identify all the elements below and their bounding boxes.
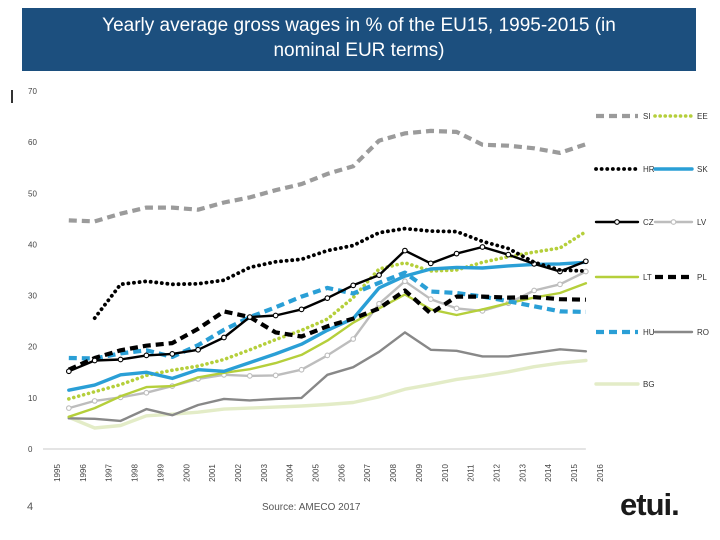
y-axis [28,87,37,454]
series-point-cz [196,347,201,352]
y-tick-label: 50 [28,189,37,199]
chart-title-line-1: Yearly average gross wages in % of the EU15, 1995-2015 (in [102,15,616,36]
x-tick-label: 1996 [78,464,88,482]
x-tick-label: 2010 [440,464,450,482]
legend-label-si: SI [643,112,651,121]
legend-label-ee: EE [697,112,708,121]
y-tick-label: 30 [28,291,37,301]
legend-label-lv: LV [697,218,707,227]
series-point-cz [67,369,72,374]
legend-label-hr: HR [643,165,655,174]
series-point-cz [377,273,382,278]
slide-number: 4 [27,501,34,513]
legend-marker-lv [671,220,676,225]
y-tick-label: 70 [28,87,37,96]
series-point-lv [248,374,253,379]
legend-label-sk: SK [697,165,708,174]
x-tick-label: 2003 [259,464,269,482]
source-note: Source: AMECO 2017 [262,502,361,513]
series-point-lv [377,301,382,306]
series-point-lv [454,306,459,311]
series-line-si [69,131,586,222]
x-tick-label: 2002 [233,464,243,482]
x-tick-label: 1998 [130,464,140,482]
series-point-cz [351,283,356,288]
legend-marker-cz [615,220,620,225]
legend-label-lt: LT [643,273,652,282]
legend-label-ro: RO [697,328,709,337]
legend-label-bg: BG [643,380,655,389]
series-line-hr [95,229,586,319]
legend-label-pl: PL [697,273,707,282]
x-tick-label: 2000 [182,464,192,482]
y-tick-label: 40 [28,240,37,250]
series-point-cz [222,335,227,340]
series-point-cz [299,307,304,312]
x-tick-label: 2016 [595,464,605,482]
series-point-cz [428,261,433,266]
legend-label-hu: HU [643,328,655,337]
series-point-cz [92,358,97,363]
series-point-cz [584,259,589,264]
series-point-cz [454,251,459,256]
series-point-lv [273,373,278,378]
chart-title-line-2: nominal EUR terms) [273,40,445,61]
etui-logo: etui. [620,487,679,522]
series-point-lv [428,297,433,302]
x-tick-label: 2007 [363,464,373,482]
series-point-lv [558,282,563,287]
series-point-cz [118,357,123,362]
series-point-cz [273,313,278,318]
series-point-lv [532,288,537,293]
y-tick-label: 0 [28,445,33,454]
x-tick-label: 2005 [311,464,321,482]
y-tick-label: 60 [28,138,37,148]
x-tick-label: 2011 [466,464,476,482]
y-tick-label: 10 [28,393,37,403]
series-point-lv [325,353,330,358]
x-tick-label: 2014 [544,464,554,482]
series-point-cz [480,245,485,250]
series-lines [67,131,589,428]
y-tick-label: 20 [28,342,37,352]
x-tick-label: 1997 [104,464,114,482]
series-point-cz [325,296,330,301]
series-point-lv [584,269,589,274]
series-point-cz [403,248,408,253]
series-point-lv [299,367,304,372]
x-tick-label: 2008 [389,464,399,482]
x-tick-label: 2012 [492,464,502,482]
series-point-lv [351,337,356,342]
x-tick-label: 1999 [156,464,166,482]
legend [596,112,709,389]
series-point-lv [92,399,97,404]
series-point-cz [144,353,149,358]
x-tick-label: 2004 [285,464,295,482]
x-tick-label: 2006 [337,464,347,482]
series-point-lv [144,390,149,395]
legend-label-cz: CZ [643,218,654,227]
x-tick-label: 2013 [518,464,528,482]
x-tick-label: 1995 [53,464,62,482]
x-axis [43,449,605,482]
x-tick-label: 2001 [208,464,218,482]
series-point-lv [67,406,72,411]
series-point-cz [170,352,175,357]
x-tick-label: 2015 [570,464,579,482]
series-point-lv [403,279,408,284]
series-point-cz [506,252,511,257]
series-point-cz [248,315,253,320]
x-tick-label: 2009 [414,464,424,482]
